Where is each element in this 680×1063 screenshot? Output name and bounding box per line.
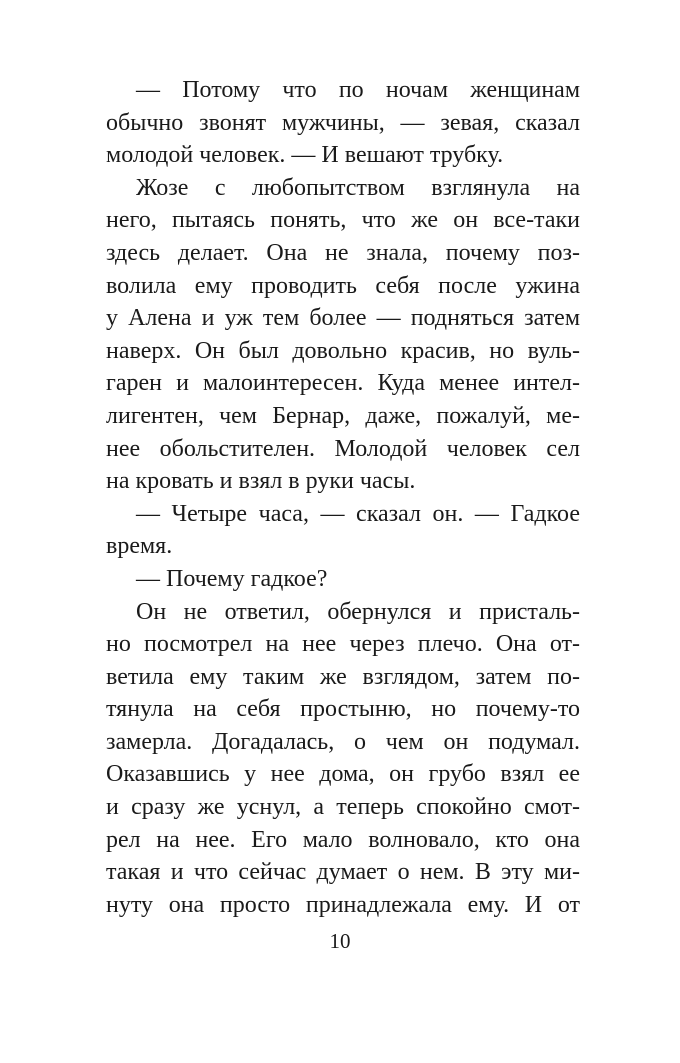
text-line: — Потому что по ночам женщинам [136, 77, 580, 103]
text-line: нуту она просто принадлежала ему. И от [106, 891, 580, 918]
text-line: такая и что сейчас думает о нем. В эту ми- [106, 859, 580, 886]
text-line: обычно звонят мужчины, — зевая, сказал [106, 109, 580, 136]
text-line: и сразу же уснул, а теперь спокойно смот- [106, 794, 580, 821]
text-line: наверх. Он был довольно красив, но вуль- [106, 337, 580, 364]
text-line: время. [106, 533, 173, 560]
text-line: молодой человек. — И вешают трубку. [106, 142, 504, 169]
text-line: Жозе с любопытством взглянула на [136, 174, 580, 201]
text-line: — Четыре часа, — сказал он. — Гадкое [136, 500, 580, 527]
text-line: ветила ему таким же взглядом, затем по- [106, 663, 580, 690]
text-line: Оказавшись у нее дома, он грубо взял ее [106, 761, 580, 788]
text-line: — Почему гадкое? [136, 565, 328, 592]
text-line: но посмотрел на нее через плечо. Она от- [106, 631, 580, 658]
page-number: 10 [329, 929, 351, 953]
text-line: гарен и малоинтересен. Куда менее интел- [106, 370, 580, 397]
text-line: рел на нее. Его мало волновало, кто она [106, 826, 580, 853]
text-line: тянула на себя простыню, но почему-то [106, 696, 580, 723]
text-line: Он не ответил, обернулся и присталь- [136, 598, 580, 625]
text-line: нее обольстителен. Молодой человек сел [106, 435, 580, 462]
text-line: волила ему проводить себя после ужина [106, 272, 580, 299]
body-text [106, 74, 580, 921]
text-line: него, пытаясь понять, что же он все-таки [106, 207, 580, 234]
text-line: замерла. Догадалась, о чем он подумал. [106, 728, 580, 755]
text-line: на кровать и взял в руки часы. [106, 468, 416, 495]
text-line: лигентен, чем Бернар, даже, пожалуй, ме- [106, 402, 580, 429]
text-line: здесь делает. Она не знала, почему поз- [106, 239, 580, 266]
text-line: у Алена и уж тем более — подняться затем [106, 305, 580, 332]
